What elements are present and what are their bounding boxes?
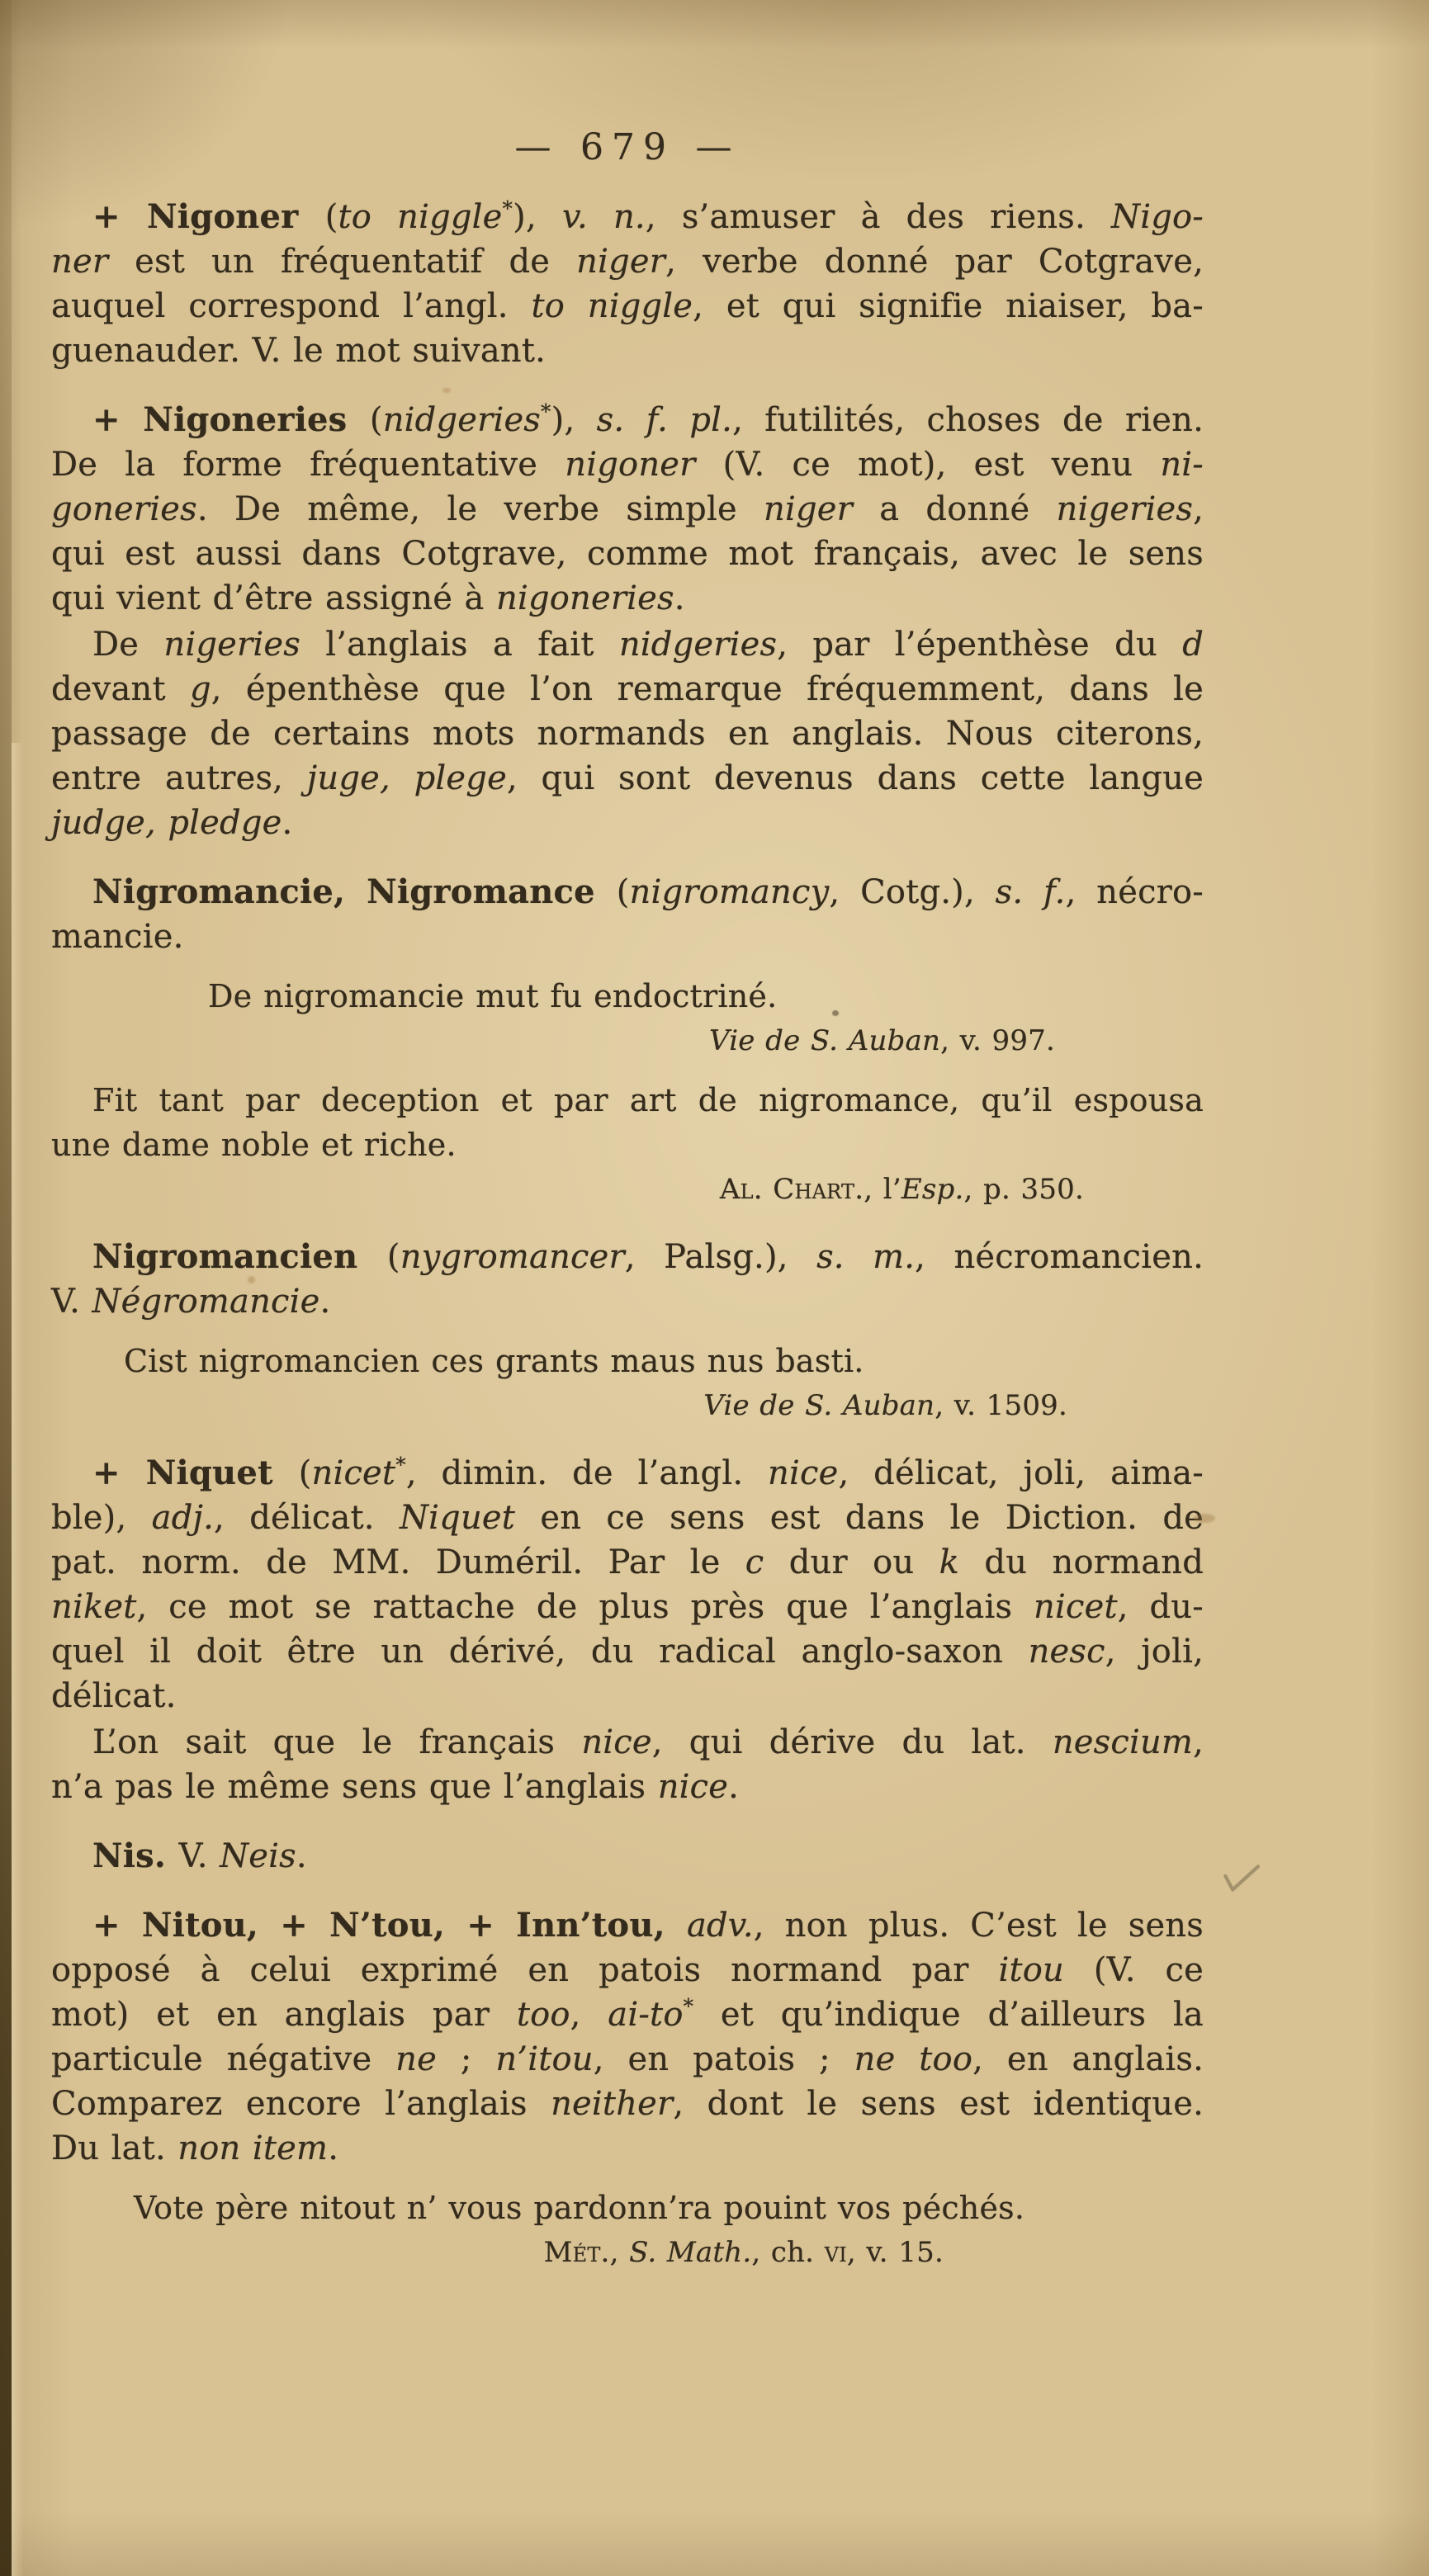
- paper-stain: [1194, 1514, 1215, 1523]
- text-line: Nigromancie, Nigromance (nigromancy, Cotg.), s. f., nécro-: [92, 872, 1204, 911]
- text-line: Al. Chart., l’Esp., p. 350.: [719, 1173, 1084, 1206]
- text-line: quel il doit être un dérivé, du radical anglo-saxon nesc, joli,: [51, 1633, 1204, 1671]
- text-line: Comparez encore l’anglais neither, dont le sens est identique.: [51, 2085, 1204, 2123]
- citation-vie-de-s-auban-1509: [51, 1385, 1204, 1426]
- text-line: délicat.: [51, 1677, 177, 1715]
- text-line: Vie de S. Auban, v. 1509.: [703, 1389, 1067, 1422]
- citation-met-s-math: [51, 2232, 1204, 2273]
- entry-nigoneries: [51, 398, 1204, 621]
- text-line: passage de certains mots normands en anglais. Nous citerons,: [51, 715, 1204, 753]
- verse-quote-nigromancie: [208, 974, 1204, 1019]
- text-line: + Niquet (nicet*, dimin. de l’angl. nice, délicat, joli, aima-: [92, 1453, 1204, 1492]
- text-line: Fit tant par deception et par art de nigromance, qu’il espousa: [92, 1082, 1204, 1118]
- text-line: De nigeries l’anglais a fait nidgeries, par l’épenthèse du d: [92, 626, 1204, 664]
- text-line: ble), adj., délicat. Niquet en ce sens est dans le Diction. de: [51, 1499, 1204, 1537]
- verse-quote-vote-pere: [134, 2186, 1204, 2230]
- text-line: qui est aussi dans Cotgrave, comme mot français, avec le sens: [51, 535, 1204, 573]
- text-line: mot) et en anglais par too, ai-to* et qu’indique d’ailleurs la: [51, 1994, 1204, 2034]
- text-line: De nigromancie mut fu endoctriné.: [208, 978, 778, 1014]
- page-number: — 679 —: [514, 126, 741, 168]
- paper-stain: [832, 1010, 839, 1016]
- entry-niquet: [51, 1451, 1204, 1718]
- text-line: L’on sait que le français nice, qui dérive du lat. nescium,: [92, 1723, 1204, 1761]
- text-line: entre autres, juge, plege, qui sont devenus dans cette langue: [51, 759, 1204, 797]
- text-line: qui vient d’être assigné à nigoneries.: [51, 579, 685, 617]
- paragraph-nice: [51, 1720, 1204, 1809]
- pencil-checkmark-icon: [1218, 1856, 1266, 1902]
- paragraph-nigeries: [51, 622, 1204, 845]
- text-line: V. Négromancie.: [51, 1283, 331, 1321]
- text-line: + Nigoneries (nidgeries*), s. f. pl., futilités, choses de rien.: [92, 399, 1204, 439]
- text-line: Vie de S. Auban, v. 997.: [709, 1024, 1055, 1057]
- text-line: Du lat. non item.: [51, 2129, 339, 2167]
- text-line: goneries. De même, le verbe simple niger a donné nigeries,: [51, 490, 1204, 528]
- entry-nis: [51, 1834, 1204, 1879]
- page-edge-highlight: [12, 743, 25, 2576]
- paper-stain: [442, 388, 451, 393]
- text-line: Nis. V. Neis.: [92, 1836, 307, 1875]
- entry-nigoner: [51, 195, 1204, 373]
- text-line: particule négative ne ; n’itou, en patois ; ne too, en anglais.: [51, 2040, 1204, 2078]
- paper-stain: [248, 1276, 255, 1283]
- text-line: guenauder. V. le mot suivant.: [51, 332, 547, 370]
- book-binding-shadow: [0, 0, 12, 2576]
- text-line: + Nigoner (to niggle*), v. n., s’amuser à des riens. Nigo-: [92, 196, 1204, 236]
- text-line: Nigromancien (nygromancer, Palsg.), s. m., nécromancien.: [92, 1237, 1204, 1276]
- text-line: ner est un fréquentatif de niger, verbe donné par Cotgrave,: [51, 243, 1204, 281]
- text-line: mancie.: [51, 918, 184, 956]
- text-line: + Nitou, + N’tou, + Inn’tou, adv., non plus. C’est le sens: [92, 1906, 1204, 1945]
- citation-vie-de-s-auban-997: [51, 1020, 1204, 1061]
- text-line: auquel correspond l’angl. to niggle, et qui signifie niaiser, ba-: [51, 287, 1204, 325]
- text-line: Cist nigromancien ces grants maus nus basti.: [124, 1343, 864, 1379]
- text-line: niket, ce mot se rattache de plus près que l’anglais nicet, du-: [51, 1588, 1204, 1626]
- text-line: une dame noble et riche.: [51, 1127, 457, 1163]
- text-line: Mét., S. Math., ch. vi, v. 15.: [543, 2236, 944, 2269]
- text-line: devant g, épenthèse que l’on remarque fréquemment, dans le: [51, 670, 1204, 708]
- verse-quote-cist-nigromancien: [124, 1339, 1204, 1383]
- entry-nitou: [51, 1903, 1204, 2171]
- entry-nigromancie: [51, 870, 1204, 959]
- text-line: pat. norm. de MM. Duméril. Par le c dur ou k du normand: [51, 1543, 1204, 1581]
- text-line: opposé à celui exprimé en patois normand par itou (V. ce: [51, 1951, 1204, 1989]
- text-line: n’a pas le même sens que l’anglais nice.: [51, 1768, 740, 1806]
- text-line: judge, pledge.: [51, 804, 293, 842]
- page-content: [51, 0, 1204, 2273]
- citation-al-chart-esp-350: [51, 1169, 1204, 1210]
- verse-quote-fit-tant: [51, 1078, 1204, 1167]
- text-line: Vote père nitout n’ vous pardonn’ra pouint vos péchés.: [134, 2190, 1025, 2226]
- text-line: De la forme fréquentative nigoner (V. ce mot), est venu ni-: [51, 446, 1204, 484]
- entry-nigromancien: [51, 1235, 1204, 1324]
